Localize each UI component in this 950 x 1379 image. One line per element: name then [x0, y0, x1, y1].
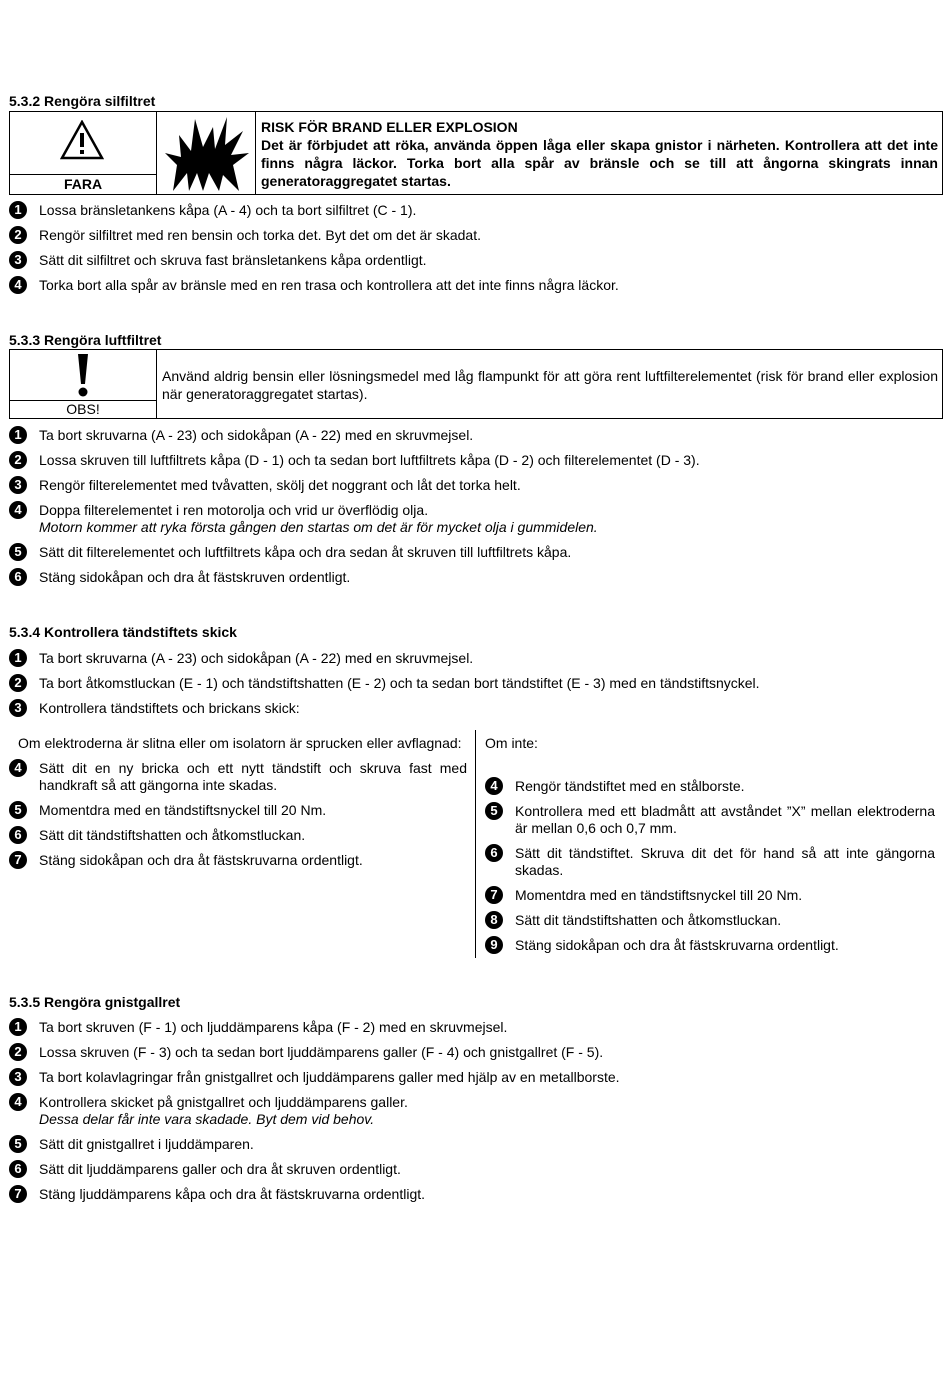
list-item: 2 Lossa skruven till luftfiltrets kåpa (D - 1) och ta sedan bort luftfiltrets kåpa (D - 2) och filterelementet (D - 3).: [9, 452, 943, 469]
explosion-symbol-cell: [157, 112, 256, 194]
list-item: 4 Torka bort alla spår av bränsle med en ren trasa och kontrollera att det inte finns några läckor.: [9, 277, 943, 294]
step-number: 4: [9, 501, 27, 519]
step-number: 2: [9, 674, 27, 692]
list-item: 1 Ta bort skruven (F - 1) och ljuddämparens kåpa (F - 2) med en skruvmejsel.: [9, 1019, 943, 1036]
list-item: 6 Sätt dit tändstiftshatten och åtkomstluckan.: [9, 827, 467, 844]
explosion-icon: [163, 113, 251, 193]
warning-symbol-cell: [10, 112, 157, 194]
step-number: 7: [485, 886, 503, 904]
section-5-3-4-title: 5.3.4 Kontrollera tändstiftets skick: [9, 624, 237, 640]
step-note: Dessa delar får inte vara skadade. Byt dem vid behov.: [39, 1111, 375, 1127]
list-item: 6 Stäng sidokåpan och dra åt fästskruven ordentligt.: [9, 569, 943, 586]
list-item: 5 Kontrollera med ett bladmått att avståndet ”X” mellan elektroderna är mellan 0,6 och 0,7 mm.: [485, 803, 935, 837]
list-item: 2 Ta bort åtkomstluckan (E - 1) och tändstiftshatten (E - 2) och ta sedan bort tändstiftet (E - 3) med en tändstiftsnyckel.: [9, 675, 943, 692]
step-number: 5: [9, 801, 27, 819]
notice-text: Använd aldrig bensin eller lösningsmedel med låg flampunkt för att göra rent luftfilterelementet (risk för brand eller explosion när generatoraggregatet startas).: [162, 368, 938, 402]
list-item: 2 Rengör silfiltret med ren bensin och torka det. Byt det om det är skadat.: [9, 227, 943, 244]
list-item: 4 Kontrollera skicket på gnistgallret och ljuddämparens galler. Dessa delar får inte vara skadade. Byt dem vid behov.: [9, 1094, 943, 1128]
step-number: 6: [9, 826, 27, 844]
condition-right-column: [485, 730, 935, 954]
list-item: 1 Ta bort skruvarna (A - 23) och sidokåpan (A - 22) med en skruvmejsel.: [9, 427, 943, 444]
step-number: 9: [485, 936, 503, 954]
step-number: 1: [9, 1018, 27, 1036]
step-number: 8: [485, 911, 503, 929]
list-item: 7 Stäng ljuddämparens kåpa och dra åt fästskruvarna ordentligt.: [9, 1186, 943, 1203]
step-number: 3: [9, 476, 27, 494]
list-item: 1 Ta bort skruvarna (A - 23) och sidokåpan (A - 22) med en skruvmejsel.: [9, 650, 943, 667]
list-item: 5 Momentdra med en tändstiftsnyckel till 20 Nm.: [9, 802, 467, 819]
danger-text-cell: [261, 118, 938, 190]
step-number: 1: [9, 201, 27, 219]
list-item: 3 Rengör filterelementet med tvåvatten, skölj det noggrant och låt det torka helt.: [9, 477, 943, 494]
steps-5-3-2: [9, 202, 943, 294]
danger-heading: RISK FÖR BRAND ELLER EXPLOSION: [261, 119, 518, 135]
step-number: 5: [9, 543, 27, 561]
list-item: 3 Ta bort kolavlagringar från gnistgallret och ljuddämparens galler med hjälp av en metallborste.: [9, 1069, 943, 1086]
step-number: 4: [9, 276, 27, 294]
step-number: 4: [9, 1093, 27, 1111]
danger-text: Det är förbjudet att röka, använda öppen låga eller skapa gnistor i närheten. Kontrollera att det inte finns några läckor. Torka bort alla spår av bränsle och se till att ångorna skingrats innan generatoraggregatet startas.: [261, 137, 938, 189]
list-item: 8 Sätt dit tändstiftshatten och åtkomstluckan.: [485, 912, 935, 929]
step-number: 2: [9, 1043, 27, 1061]
steps-5-3-4-left: [9, 760, 467, 869]
list-item: 4 Sätt dit en ny bricka och ett nytt tändstift och skruva fast med handkraft så att gängorna inte skadas.: [9, 760, 467, 794]
step-number: 7: [9, 851, 27, 869]
step-number: 6: [485, 844, 503, 862]
step-number: 3: [9, 1068, 27, 1086]
list-item: 6 Sätt dit tändstiftet. Skruva dit det för hand så att inte gängorna skadas.: [485, 845, 935, 879]
step-number: 1: [9, 426, 27, 444]
list-item: 5 Sätt dit filterelementet och luftfiltrets kåpa och dra sedan åt skruven till luftfiltrets kåpa.: [9, 544, 943, 561]
notice-box: [9, 349, 943, 419]
list-item: 6 Sätt dit ljuddämparens galler och dra åt skruven ordentligt.: [9, 1161, 943, 1178]
list-item: 5 Sätt dit gnistgallret i ljuddämparen.: [9, 1136, 943, 1153]
exclamation-icon: [75, 352, 91, 398]
step-number: 3: [9, 251, 27, 269]
list-item: 2 Lossa skruven (F - 3) och ta sedan bort ljuddämparens galler (F - 4) och gnistgallret (F - 5).: [9, 1044, 943, 1061]
steps-5-3-3: [9, 427, 943, 586]
steps-5-3-4-right: [485, 778, 935, 954]
section-5-3-2-title: 5.3.2 Rengöra silfiltret: [9, 93, 156, 109]
step-number: 6: [9, 568, 27, 586]
step-number: 5: [9, 1135, 27, 1153]
step-note: Motorn kommer att ryka första gången den startas om det är för mycket olja i gummidelen.: [39, 519, 598, 535]
step-number: 7: [9, 1185, 27, 1203]
list-item: 1 Lossa bränsletankens kåpa (A - 4) och ta bort silfiltret (C - 1).: [9, 202, 943, 219]
step-number: 2: [9, 226, 27, 244]
step-number: 4: [485, 777, 503, 795]
column-divider: [475, 730, 476, 958]
list-item: 4 Rengör tändstiftet med en stålborste.: [485, 778, 935, 795]
list-item: 3 Kontrollera tändstiftets och brickans skick:: [9, 700, 943, 717]
danger-warning-box: [9, 111, 943, 195]
step-number: 3: [9, 699, 27, 717]
section-5-3-3-title: 5.3.3 Rengöra luftfiltret: [9, 332, 162, 348]
two-column-conditions: [9, 730, 943, 958]
steps-5-3-5: [9, 1019, 943, 1203]
list-item: 7 Stäng sidokåpan och dra åt fästskruvarna ordentligt.: [9, 852, 467, 869]
list-item: 3 Sätt dit silfiltret och skruva fast bränsletankens kåpa ordentligt.: [9, 252, 943, 269]
notice-label: OBS!: [10, 400, 156, 418]
warning-triangle-icon: [60, 120, 104, 160]
step-number: 5: [485, 802, 503, 820]
condition-left-column: [9, 730, 467, 869]
list-item: 9 Stäng sidokåpan och dra åt fästskruvarna ordentligt.: [485, 937, 935, 954]
steps-5-3-4: [9, 650, 943, 717]
step-number: 4: [9, 759, 27, 777]
list-item: 4 Doppa filterelementet i ren motorolja och vrid ur överflödig olja. Motorn kommer att ryka första gången den startas om det är för mycket olja i gummidelen.: [9, 502, 943, 536]
list-item: 7 Momentdra med en tändstiftsnyckel till 20 Nm.: [485, 887, 935, 904]
notice-symbol-cell: [10, 350, 157, 418]
danger-label: FARA: [10, 174, 156, 194]
condition-left-intro: Om elektroderna är slitna eller om isolatorn är sprucken eller avflagnad:: [18, 735, 462, 751]
step-number: 6: [9, 1160, 27, 1178]
section-5-3-5-title: 5.3.5 Rengöra gnistgallret: [9, 994, 181, 1010]
step-number: 2: [9, 451, 27, 469]
step-number: 1: [9, 649, 27, 667]
condition-right-intro: Om inte:: [485, 735, 538, 751]
